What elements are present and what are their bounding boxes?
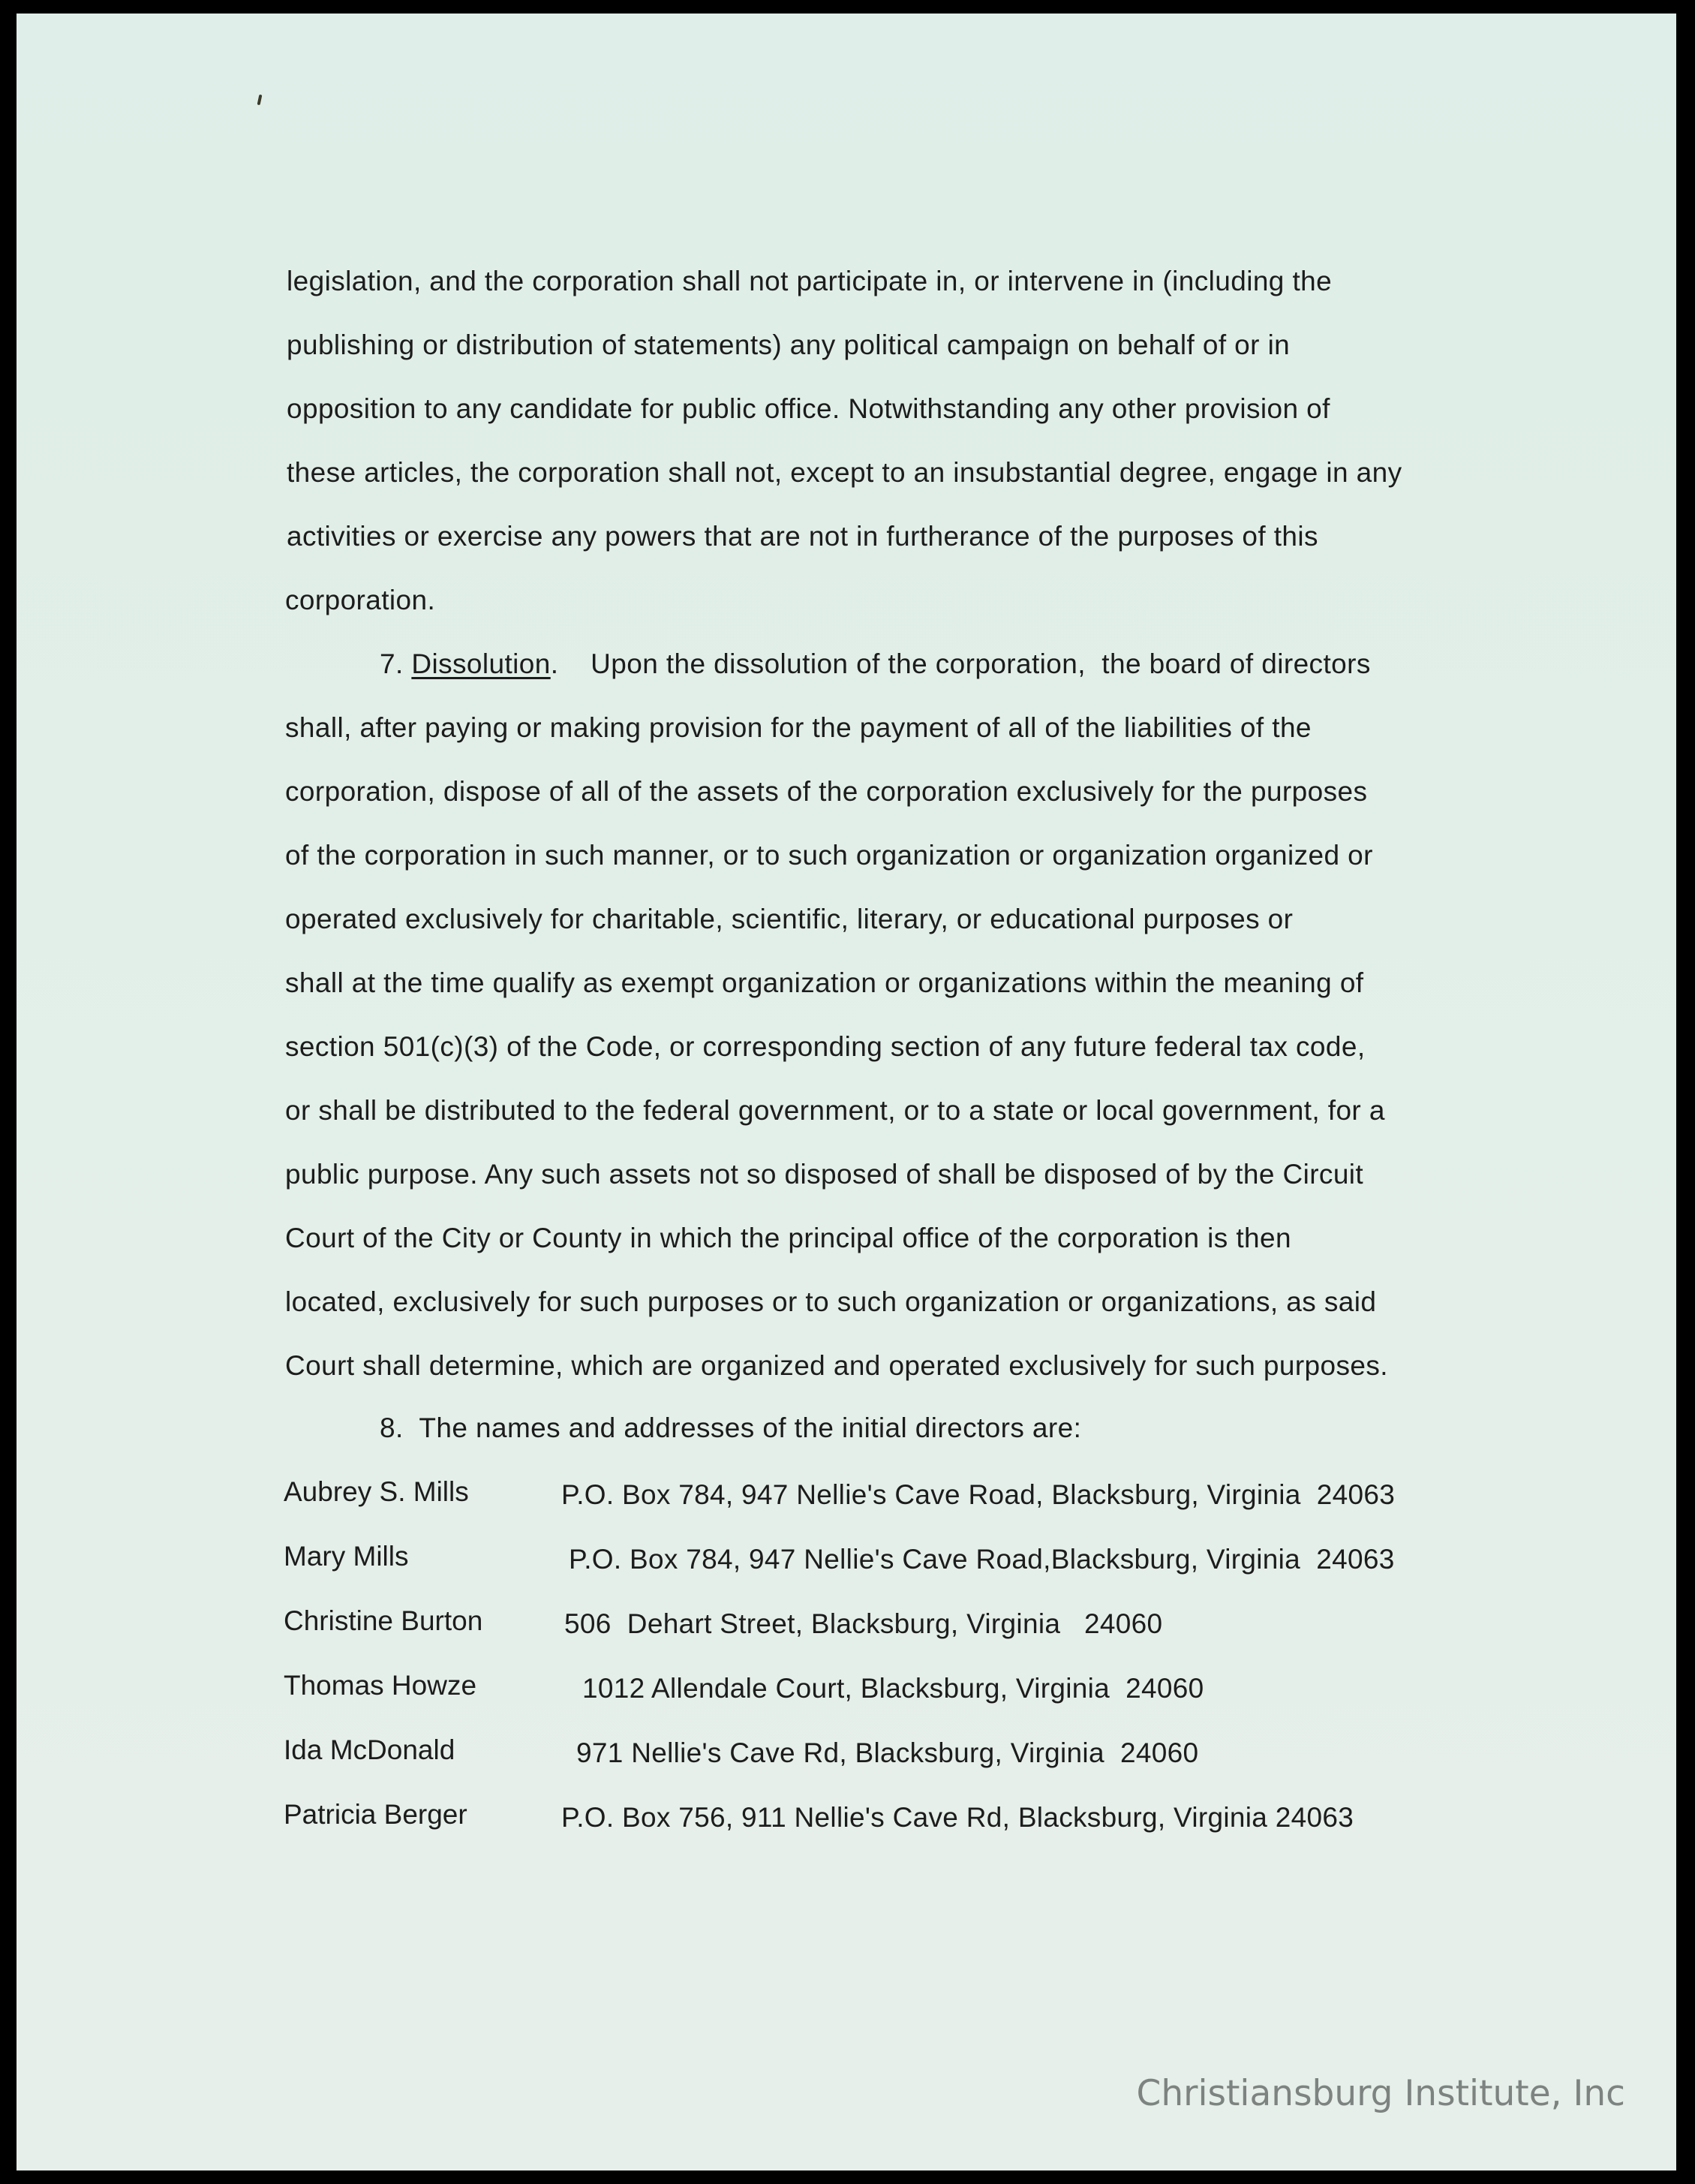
paper-speck [257, 95, 263, 106]
section-8-intro: 8. The names and addresses of the initial directors are: [380, 1412, 1082, 1443]
paragraph-line: Court shall determine, which are organized and operated exclusively for such purposes. [285, 1350, 1388, 1381]
paragraph-line: of the corporation in such manner, or to such organization or organization organized or [285, 840, 1373, 871]
paragraph-line: publishing or distribution of statements) any political campaign on behalf of or in [287, 329, 1291, 360]
paragraph-line: section 501(c)(3) of the Code, or corresponding section of any future federal tax code, [285, 1031, 1366, 1062]
director-address: P.O. Box 756, 911 Nellie's Cave Rd, Blacksburg, Virginia 24063 [561, 1802, 1354, 1833]
director-name: Christine Burton [284, 1605, 483, 1636]
section-7-first-line-text: . Upon the dissolution of the corporation, the board of directors [550, 648, 1371, 679]
paragraph-line: located, exclusively for such purposes or to such organization or organizations, as said [285, 1286, 1377, 1317]
paragraph-line: opposition to any candidate for public office. Notwithstanding any other provision of [287, 393, 1330, 424]
paragraph-line: these articles, the corporation shall not, except to an insubstantial degree, engage in any [287, 457, 1402, 488]
document-page [17, 14, 1676, 2170]
director-address: P.O. Box 784, 947 Nellie's Cave Road,Blacksburg, Virginia 24063 [569, 1544, 1395, 1575]
director-address: P.O. Box 784, 947 Nellie's Cave Road, Blacksburg, Virginia 24063 [561, 1479, 1396, 1510]
director-name: Aubrey S. Mills [284, 1476, 469, 1507]
director-address: 506 Dehart Street, Blacksburg, Virginia 24060 [564, 1608, 1163, 1639]
paragraph-line: public purpose. Any such assets not so disposed of shall be disposed of by the Circuit [285, 1159, 1364, 1190]
director-name: Mary Mills [284, 1541, 409, 1572]
paragraph-line: shall, after paying or making provision for the payment of all of the liabilities of the [285, 712, 1312, 743]
director-name: Thomas Howze [284, 1670, 477, 1701]
paragraph-line: legislation, and the corporation shall not participate in, or intervene in (including the [287, 266, 1333, 296]
section-7-first-line [380, 648, 1371, 680]
paragraph-line: corporation. [285, 585, 436, 615]
section-7-number: 7. [380, 648, 404, 679]
paragraph-line: operated exclusively for charitable, scientific, literary, or educational purposes or [285, 904, 1294, 934]
paragraph-line: Court of the City or County in which the principal office of the corporation is then [285, 1223, 1291, 1253]
section-7-heading: Dissolution [411, 648, 551, 679]
watermark-text: Christiansburg Institute, Inc [1136, 2073, 1625, 2114]
director-name: Ida McDonald [284, 1734, 455, 1765]
paragraph-line: shall at the time qualify as exempt organization or organizations within the meaning of [285, 967, 1364, 998]
director-name: Patricia Berger [284, 1799, 467, 1830]
paragraph-line: corporation, dispose of all of the assets of the corporation exclusively for the purposes [285, 776, 1368, 807]
director-address: 1012 Allendale Court, Blacksburg, Virginia 24060 [582, 1673, 1204, 1704]
paragraph-line: or shall be distributed to the federal government, or to a state or local government, for a [285, 1095, 1385, 1126]
director-address: 971 Nellie's Cave Rd, Blacksburg, Virginia 24060 [576, 1737, 1199, 1768]
paragraph-line: activities or exercise any powers that are not in furtherance of the purposes of this [287, 521, 1318, 552]
